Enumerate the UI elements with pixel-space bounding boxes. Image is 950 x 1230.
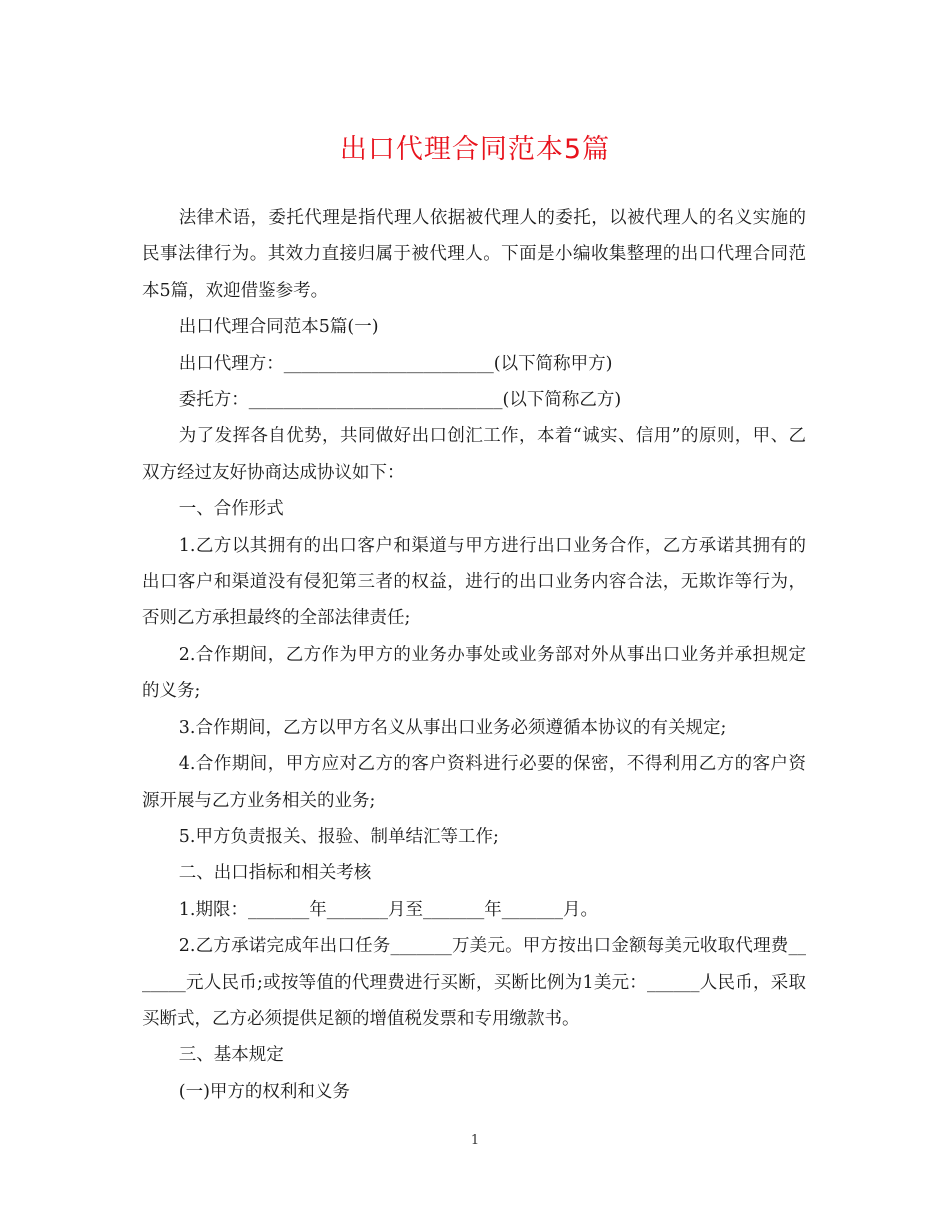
document-title: 出口代理合同范本5篇 <box>339 134 611 165</box>
clause-2-1: 1.期限：_______年_______月至_______年_______月。 <box>178 899 598 920</box>
document-body <box>142 200 806 1110</box>
party-a-line: 出口代理方：________________________(以下简称甲方) <box>178 353 613 374</box>
clause-1-1: 1.乙方以其拥有的出口客户和渠道与甲方进行出口业务合作，乙方承诺其拥有的出口客户和渠道没有侵犯第三者的权益，进行的出口业务内容合法，无欺诈等行为，否则乙方承担最终的全部法律责任; <box>142 535 806 629</box>
preamble-paragraph: 为了发挥各自优势，共同做好出口创汇工作，本着“诚实、信用”的原则，甲、乙双方经过友好协商达成协议如下： <box>142 426 806 483</box>
clause-2-2: 2.乙方承诺完成年出口任务_______万美元。甲方按出口金额每美元收取代理费_______元人民币;或按等值的代理费进行买断，买断比例为1美元：______人民币，采取买断式，乙方必须提供足额的增值税发票和专用缴款书。 <box>142 936 806 1029</box>
section-heading-cooperation: 一、合作形式 <box>178 499 284 520</box>
clause-1-4: 4.合作期间，甲方应对乙方的客户资料进行必要的保密，不得利用乙方的客户资源开展与乙方业务相关的业务; <box>142 754 806 811</box>
section-heading-rules: 三、基本规定 <box>178 1045 284 1066</box>
clause-1-2: 2.合作期间，乙方作为甲方的业务办事处或业务部对外从事出口业务并承担规定的义务; <box>142 644 806 702</box>
clause-1-5: 5.甲方负责报关、报验、制单结汇等工作; <box>178 826 499 847</box>
page-number: 1 <box>470 1133 480 1148</box>
section-heading-targets: 二、出口指标和相关考核 <box>178 863 372 884</box>
contract-subtitle: 出口代理合同范本5篇(一) <box>178 317 379 338</box>
clause-1-3: 3.合作期间，乙方以甲方名义从事出口业务必须遵循本协议的有关规定; <box>178 717 727 738</box>
intro-paragraph: 法律术语，委托代理是指代理人依据被代理人的委托，以被代理人的名义实施的民事法律行为。其效力直接归属于被代理人。下面是小编收集整理的出口代理合同范本5篇，欢迎借鉴参考。 <box>142 208 806 301</box>
party-b-line: 委托方：_____________________________(以下简称乙方) <box>178 390 622 411</box>
subsection-heading-party-a-rights: (一)甲方的权利和义务 <box>178 1081 350 1102</box>
